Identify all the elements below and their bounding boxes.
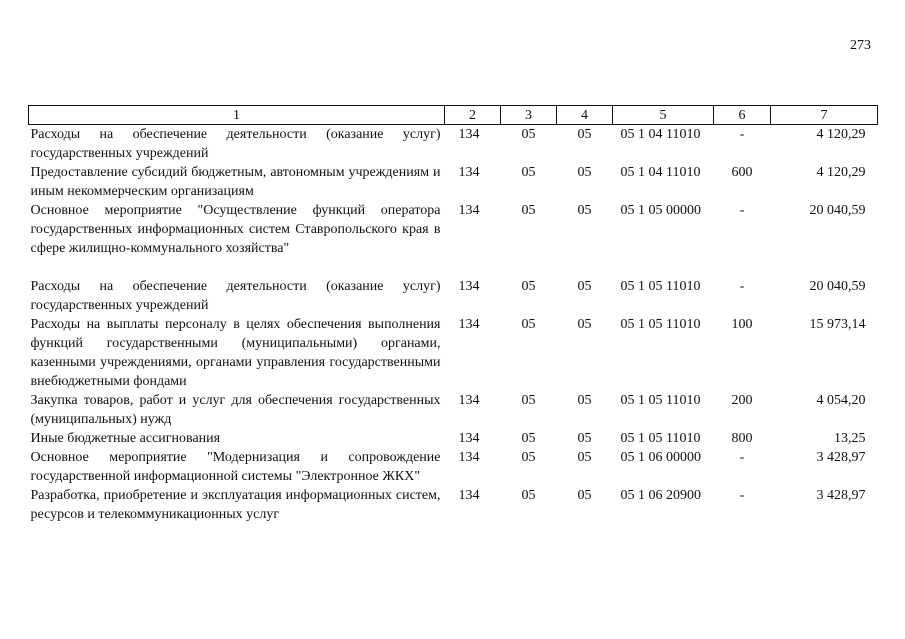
row-admin-code: 134 (458, 393, 480, 408)
row-name: Предоставление субсидий бюджетным, автономным учреждениям и иным некоммерческим организациям (30, 165, 441, 199)
table-row (29, 448, 878, 486)
row-expense-type: - (739, 488, 745, 503)
row-subsection: 05 (577, 279, 592, 294)
row-admin-code: 134 (458, 450, 480, 465)
row-name: Закупка товаров, работ и услуг для обеспечения государственных (муниципальных) нужд (30, 393, 441, 427)
table-row (29, 201, 878, 277)
row-name: Иные бюджетные ассигнования (30, 431, 221, 446)
row-amount: 4 120,29 (816, 165, 866, 180)
row-name: Основное мероприятие "Осуществление функций оператора государственных информационных систем Ставропольского края в сфере жилищно-коммунального хозяйства" (30, 203, 441, 256)
header-col-2: 2 (445, 106, 501, 125)
row-section: 05 (521, 279, 536, 294)
row-target-code: 05 1 05 11010 (620, 393, 701, 408)
table-row (29, 125, 878, 164)
header-col-7: 7 (771, 106, 878, 125)
row-admin-code: 134 (458, 279, 480, 294)
row-admin-code: 134 (458, 431, 480, 446)
row-amount: 13,25 (834, 431, 866, 446)
row-expense-type: - (739, 279, 745, 294)
row-expense-type: - (739, 450, 745, 465)
row-expense-type: - (739, 203, 745, 218)
row-expense-type: 200 (731, 393, 753, 408)
row-amount: 20 040,59 (809, 203, 866, 218)
row-name: Расходы на выплаты персоналу в целях обеспечения выполнения функций государственными (муниципальными) органами, казенными учреждениями, органами управления государственными внебюджетными фондами (30, 317, 441, 389)
row-target-code: 05 1 05 11010 (620, 279, 701, 294)
row-section: 05 (521, 203, 536, 218)
row-section: 05 (521, 488, 536, 503)
row-admin-code: 134 (458, 127, 480, 142)
row-expense-type: 100 (731, 317, 753, 332)
row-target-code: 05 1 05 11010 (620, 317, 701, 332)
row-target-code: 05 1 04 11010 (620, 165, 701, 180)
row-name: Расходы на обеспечение деятельности (оказание услуг) государственных учреждений (30, 279, 441, 313)
row-amount: 4 120,29 (816, 127, 866, 142)
row-expense-type: 600 (731, 165, 753, 180)
row-amount: 15 973,14 (809, 317, 866, 332)
header-col-3: 3 (501, 106, 557, 125)
row-subsection: 05 (577, 488, 592, 503)
table-row (29, 391, 878, 429)
table-body (29, 125, 878, 525)
row-subsection: 05 (577, 393, 592, 408)
table-row (29, 163, 878, 201)
header-col-5: 5 (613, 106, 714, 125)
row-admin-code: 134 (458, 488, 480, 503)
row-amount: 3 428,97 (816, 488, 866, 503)
row-target-code: 05 1 06 20900 (620, 488, 701, 503)
table-row (29, 486, 878, 524)
row-section: 05 (521, 165, 536, 180)
row-section: 05 (521, 450, 536, 465)
row-section: 05 (521, 393, 536, 408)
page-number: 273 (850, 38, 871, 53)
header-col-6: 6 (714, 106, 771, 125)
row-expense-type: 800 (731, 431, 753, 446)
row-target-code: 05 1 04 11010 (620, 127, 701, 142)
table-header (29, 106, 878, 125)
row-admin-code: 134 (458, 317, 480, 332)
row-name: Основное мероприятие "Модернизация и сопровождение государственной информационной системы "Электронное ЖКХ" (30, 450, 441, 484)
row-subsection: 05 (577, 431, 592, 446)
table-row (29, 315, 878, 391)
row-subsection: 05 (577, 127, 592, 142)
table-row (29, 277, 878, 315)
row-target-code: 05 1 05 00000 (620, 203, 701, 218)
row-subsection: 05 (577, 165, 592, 180)
row-admin-code: 134 (458, 203, 480, 218)
row-admin-code: 134 (458, 165, 480, 180)
budget-table (28, 105, 878, 524)
row-target-code: 05 1 05 11010 (620, 431, 701, 446)
row-amount: 3 428,97 (816, 450, 866, 465)
row-section: 05 (521, 127, 536, 142)
row-target-code: 05 1 06 00000 (620, 450, 701, 465)
header-col-4: 4 (557, 106, 613, 125)
row-section: 05 (521, 431, 536, 446)
header-row (29, 106, 878, 125)
row-subsection: 05 (577, 450, 592, 465)
row-name: Разработка, приобретение и эксплуатация информационных систем, ресурсов и телекоммуникационных услуг (30, 488, 441, 522)
row-section: 05 (521, 317, 536, 332)
row-name: Расходы на обеспечение деятельности (оказание услуг) государственных учреждений (30, 127, 441, 161)
row-subsection: 05 (577, 203, 592, 218)
row-amount: 20 040,59 (809, 279, 866, 294)
row-amount: 4 054,20 (816, 393, 866, 408)
table-row (29, 429, 878, 448)
header-col-1: 1 (29, 106, 445, 125)
row-subsection: 05 (577, 317, 592, 332)
row-expense-type: - (739, 127, 745, 142)
